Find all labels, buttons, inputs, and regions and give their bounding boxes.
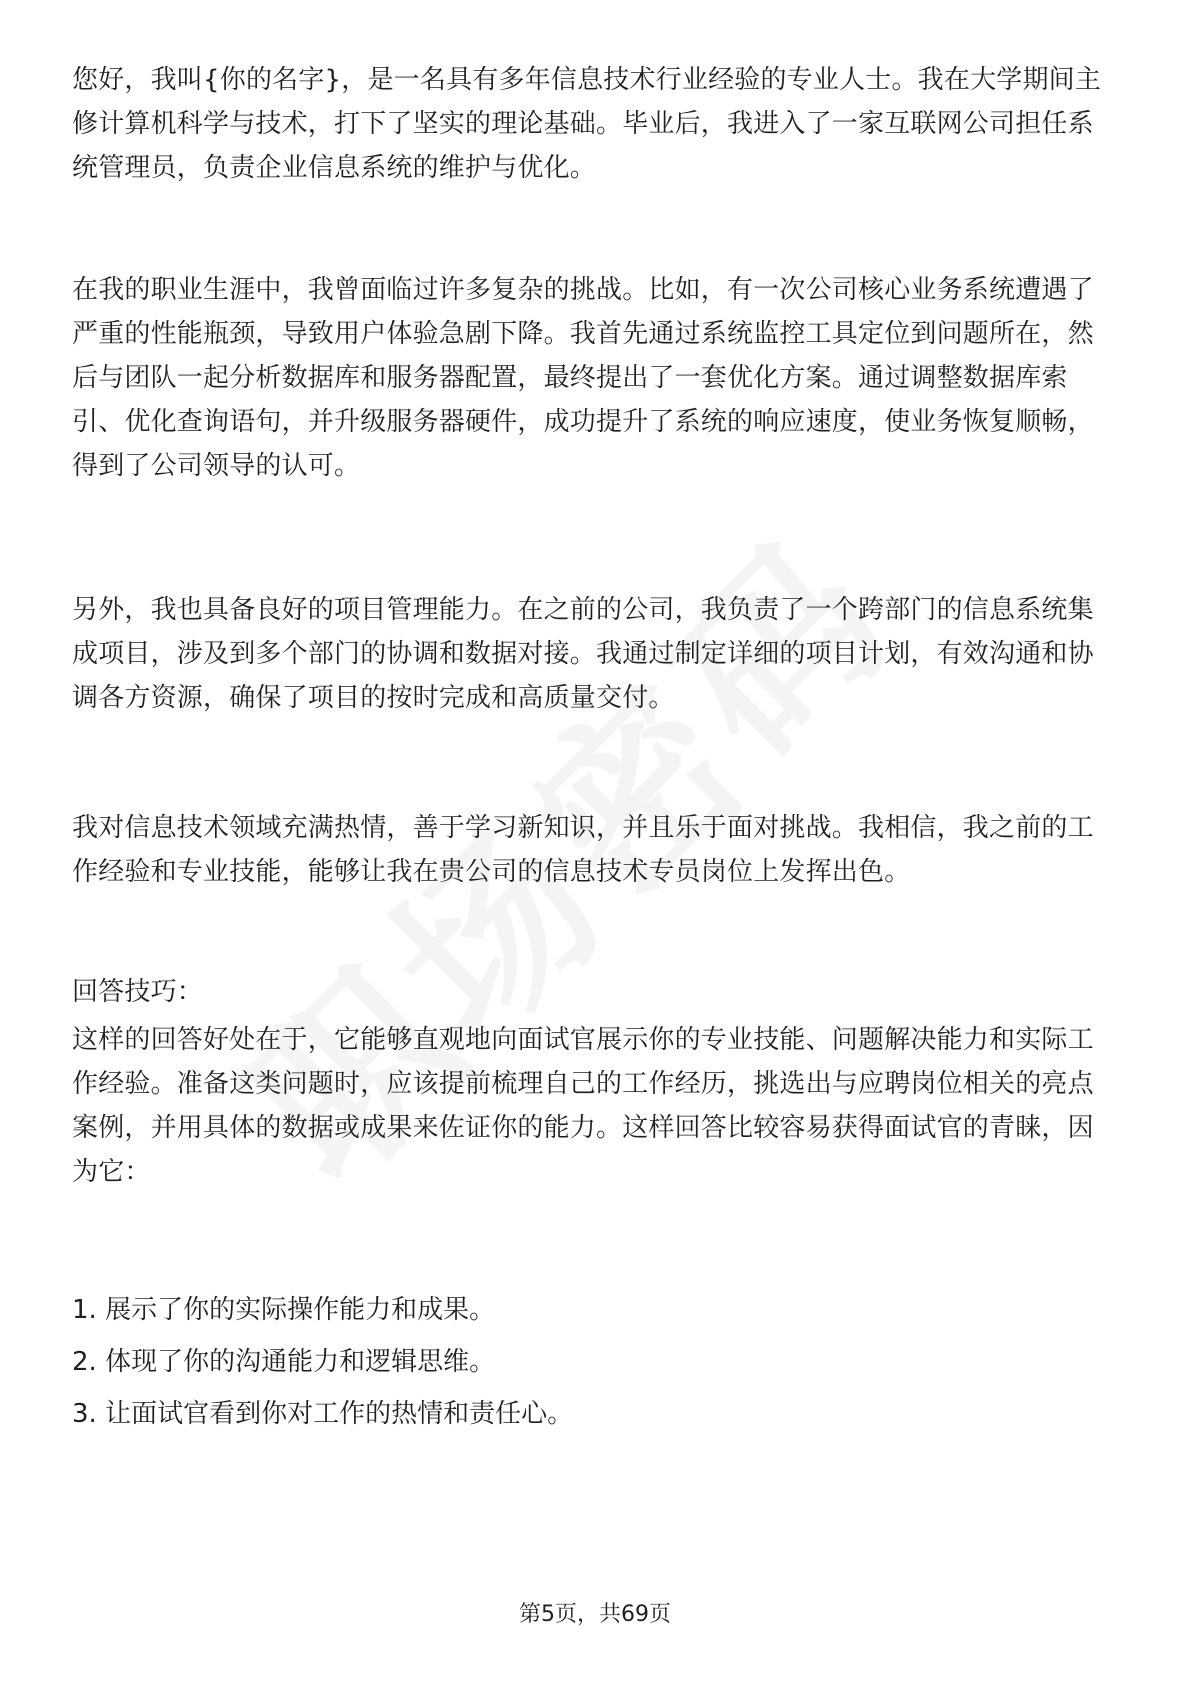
list-item: 1. 展示了你的实际操作能力和成果。 bbox=[72, 1295, 496, 1325]
list-item: 2. 体现了你的沟通能力和逻辑思维。 bbox=[72, 1347, 496, 1377]
tips-body: 这样的回答好处在于，它能够直观地向面试官展示你的专业技能、问题解决能力和实际工作经验。准备这类问题时，应该提前梳理自己的工作经历，挑选出与应聘岗位相关的亮点案例，并用具体的数据或成果来佐证你的能力。这样回答比较容易获得面试官的青睐，因为它： bbox=[72, 1025, 1094, 1187]
paragraph-project-management: 另外，我也具备良好的项目管理能力。在之前的公司，我负责了一个跨部门的信息系统集成项目，涉及到多个部门的协调和数据对接。我通过制定详细的项目计划，有效沟通和协调各方资源，确保了项目的按时完成和高质量交付。 bbox=[72, 595, 1094, 713]
list-item: 3. 让面试官看到你对工作的热情和责任心。 bbox=[72, 1399, 574, 1429]
paragraph-challenge: 在我的职业生涯中，我曾面临过许多复杂的挑战。比如，有一次公司核心业务系统遭遇了严重的性能瓶颈，导致用户体验急剧下降。我首先通过系统监控工具定位到问题所在，然后与团队一起分析数据库和服务器配置，最终提出了一套优化方案。通过调整数据库索引、优化查询语句，并升级服务器硬件，成功提升了系统的响应速度，使业务恢复顺畅，得到了公司领导的认可。 bbox=[72, 275, 1094, 481]
page-number: 第5页，共69页 bbox=[519, 1602, 671, 1627]
paragraph-passion: 我对信息技术领域充满热情，善于学习新知识，并且乐于面对挑战。我相信，我之前的工作经验和专业技能，能够让我在贵公司的信息技术专员岗位上发挥出色。 bbox=[72, 813, 1094, 887]
tips-heading: 回答技巧： bbox=[72, 977, 204, 1007]
document-page bbox=[72, 0, 1118, 1684]
paragraph-intro: 您好，我叫{你的名字}，是一名具有多年信息技术行业经验的专业人士。我在大学期间主修计算机科学与技术，打下了坚实的理论基础。毕业后，我进入了一家互联网公司担任系统管理员，负责企业信息系统的维护与优化。 bbox=[72, 65, 1102, 183]
